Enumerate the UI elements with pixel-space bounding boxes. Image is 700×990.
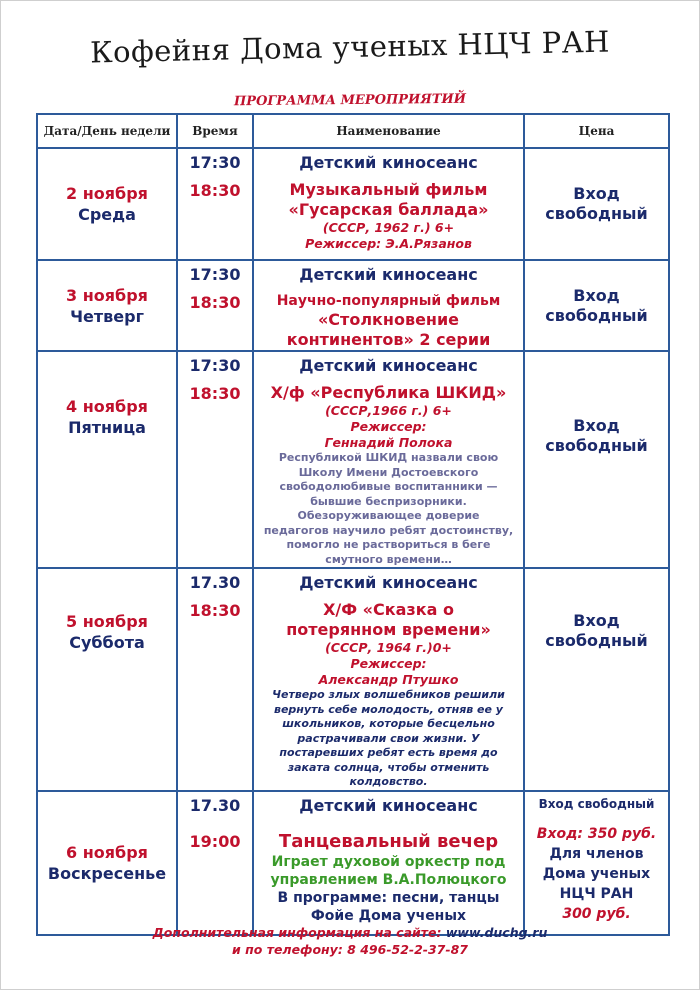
kids-session: Детский киносеанс <box>299 795 478 815</box>
orchestra-info: Играет духовой оркестр под <box>271 853 506 870</box>
film-info: (СССР, 1962 г.) 6+ <box>322 220 455 235</box>
kids-session: Детский киносеанс <box>299 573 478 592</box>
time-cell <box>177 260 253 351</box>
time-cell <box>177 568 253 791</box>
header-time: Время <box>177 114 253 148</box>
film-description: колдовство. <box>349 775 428 788</box>
film-title: Х/Ф «Сказка о <box>323 600 454 619</box>
time-kids: 17.30 <box>189 573 241 592</box>
price-text: свободный <box>545 436 648 455</box>
film-description: школьников, которые бесцельно <box>282 717 495 730</box>
film-description: заката солнца, чтобы отменить <box>287 760 490 774</box>
film-info: (СССР,1966 г.) 6+ <box>325 403 452 418</box>
time-main: 18:30 <box>189 601 241 620</box>
price-members: НЦЧ РАН <box>559 885 634 902</box>
film-title: «Столкновение <box>317 310 460 329</box>
table-row <box>37 568 669 791</box>
table-header-row <box>37 114 669 148</box>
film-description: бывшие беспризорники. <box>310 494 467 508</box>
name-cell <box>253 791 524 935</box>
footer-phone: и по телефону: 8 496-52-2-37-87 <box>232 942 468 957</box>
price-text: Вход <box>573 184 620 203</box>
name-cell <box>253 148 524 260</box>
film-description: Четверо злых волшебников решили <box>272 688 505 701</box>
table-row <box>37 260 669 351</box>
header-price: Цена <box>524 114 669 148</box>
date-cell <box>37 148 177 260</box>
price-members: Дома ученых <box>542 865 651 882</box>
event-weekday: Среда <box>78 205 136 224</box>
price-paid: Вход: 350 руб. <box>536 825 657 842</box>
kids-session: Детский киносеанс <box>299 356 478 375</box>
film-description: Обезоруживающее доверие <box>297 509 480 522</box>
event-date: 6 ноября <box>66 842 148 862</box>
table-row <box>37 791 669 935</box>
price-members: Для членов <box>549 845 644 862</box>
time-main: 19:00 <box>189 831 241 851</box>
event-date: 4 ноября <box>66 397 148 416</box>
page-title: Кофейня Дома ученых НЦЧ РАН <box>89 24 611 70</box>
film-director: Александр Птушко <box>318 672 459 687</box>
orchestra-info: управлением В.А.Полюцкого <box>270 871 507 888</box>
table-row <box>37 351 669 568</box>
time-cell <box>177 791 253 935</box>
time-main: 18:30 <box>189 293 241 312</box>
event-date: 3 ноября <box>66 285 148 305</box>
website-link[interactable]: www.duchg.ru <box>445 925 548 940</box>
page-subtitle: ПРОГРАММА МЕРОПРИЯТИЙ <box>233 91 467 110</box>
date-cell <box>37 568 177 791</box>
price-cell <box>524 791 669 935</box>
film-description: Школу Имени Достоевского <box>298 465 479 479</box>
film-title: Музыкальный фильм <box>289 180 488 199</box>
price-text: свободный <box>545 631 648 650</box>
date-cell <box>37 351 177 568</box>
program-info: В программе: песни, танцы <box>277 889 500 906</box>
film-title: континентов» 2 серии <box>286 330 491 349</box>
time-main: 18:30 <box>189 181 241 200</box>
name-cell <box>253 260 524 351</box>
film-director: Геннадий Полока <box>324 435 453 450</box>
event-date: 5 ноября <box>66 612 148 631</box>
film-director-label: Режиссер: <box>350 419 427 434</box>
header-date: Дата/День недели <box>37 114 177 148</box>
price-text: свободный <box>545 305 648 325</box>
film-info: (СССР, 1964 г.)0+ <box>325 640 452 655</box>
film-description: смутного времени… <box>325 552 452 566</box>
time-kids: 17:30 <box>189 153 241 172</box>
film-description: свободолюбивые воспитанники — <box>279 480 498 493</box>
time-kids: 17:30 <box>189 265 241 284</box>
film-description: растрачивали свои жизни. У <box>297 731 480 745</box>
venue-info: Фойе Дома ученых <box>310 907 467 924</box>
film-description: Республикой ШКИД назвали свою <box>278 451 499 464</box>
time-main: 18:30 <box>189 384 241 403</box>
film-title: потерянном времени» <box>286 620 491 639</box>
date-cell <box>37 791 177 935</box>
time-cell <box>177 351 253 568</box>
footer <box>0 924 700 958</box>
film-director: Режиссер: Э.А.Рязанов <box>305 236 472 251</box>
price-cell <box>524 568 669 791</box>
price-text: Вход <box>573 416 620 435</box>
price-text: Вход <box>573 285 620 305</box>
film-title: Научно-популярный фильм <box>276 293 501 309</box>
footer-site-prefix: Дополнительная информация на сайте: <box>152 925 442 940</box>
event-weekday: Пятница <box>68 418 146 437</box>
event-weekday: Воскресенье <box>47 863 167 883</box>
price-free: Вход свободный <box>538 796 655 811</box>
program-table <box>36 113 670 936</box>
price-cell <box>524 148 669 260</box>
film-description: педагогов научило ребят достоинству, <box>263 523 514 537</box>
time-kids: 17.30 <box>189 795 241 815</box>
name-cell <box>253 351 524 568</box>
footer-site-line <box>0 924 700 941</box>
film-description: постаревших ребят есть время до <box>279 746 498 759</box>
event-weekday: Четверг <box>70 306 144 326</box>
event-date: 2 ноября <box>66 184 148 203</box>
price-members-cost: 300 руб. <box>562 905 631 922</box>
table-row <box>37 148 669 260</box>
price-cell <box>524 260 669 351</box>
time-cell <box>177 148 253 260</box>
name-cell <box>253 568 524 791</box>
event-weekday: Суббота <box>69 633 145 652</box>
film-description: вернуть себе молодость, отняв ее у <box>274 702 503 716</box>
header-name: Наименование <box>253 114 524 148</box>
date-cell <box>37 260 177 351</box>
film-description: помогло не раствориться в беге <box>286 538 491 551</box>
film-title: «Гусарская баллада» <box>288 200 489 219</box>
film-director-label: Режиссер: <box>350 656 427 671</box>
price-text: Вход <box>573 611 620 630</box>
kids-session: Детский киносеанс <box>299 265 478 284</box>
film-title: Х/ф «Республика ШКИД» <box>270 383 507 402</box>
kids-session: Детский киносеанс <box>299 153 478 172</box>
price-text: свободный <box>545 204 648 223</box>
price-cell <box>524 351 669 568</box>
time-kids: 17:30 <box>189 356 241 375</box>
dance-evening: Танцевальный вечер <box>278 830 499 852</box>
